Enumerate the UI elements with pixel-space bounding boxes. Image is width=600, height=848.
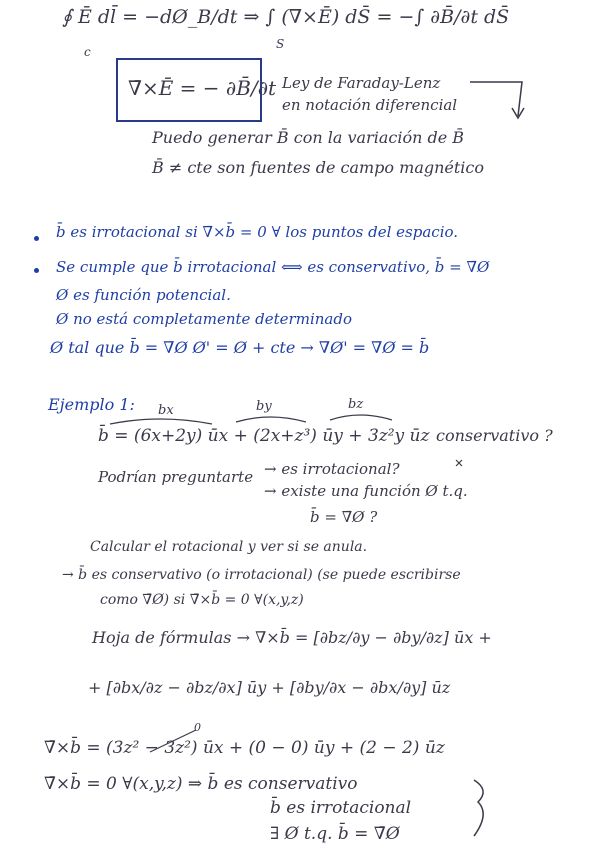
- cancel-zero-mark: 0: [194, 721, 201, 734]
- check-mark-icon: [456, 460, 462, 466]
- not-determined-note: Ø no está completamente determinado: [56, 310, 352, 328]
- bz-label: bz: [348, 397, 364, 412]
- compute-curl-note: Calcular el rotacional y ver si se anula.: [90, 539, 368, 555]
- curl-result-line: ∇̄×b̄ = (3z² − 3z²) ūx + (0 − 0) ūy + (2 − 2) ūz: [44, 738, 445, 758]
- curl-formula-line-1: Hoja de fórmulas → ∇̄×b̄ = [∂bz/∂y − ∂by/∂z] ūx +: [92, 628, 492, 647]
- cancel-arrow-icon: [150, 730, 196, 752]
- conclusion-brace-icon: [474, 780, 483, 836]
- law-notation: en notación diferencial: [282, 96, 458, 114]
- bx-brace-icon: [110, 419, 212, 424]
- example-title: Ejemplo 1:: [48, 395, 135, 414]
- faraday-integral-line: ∮ Ē dl̄ = −dØ_B/dt ⇒ ∫ (∇̄×Ē) dS̄ = −∫ ∂B̄/∂t dS̄: [62, 6, 510, 28]
- field-sources-note: B̄ ≠ cte son fuentes de campo magnético: [152, 158, 485, 177]
- curl-zero-condition: como ∇̄Ø) si ∇̄×b̄ = 0 ∀(x,y,z): [100, 592, 304, 608]
- generate-field-note: Puedo generar B̄ con la variación de B̄: [152, 128, 465, 147]
- boxed-equation: ∇̄×Ē = − ∂B̄/∂t: [128, 76, 277, 100]
- conservative-question: conservativo ?: [436, 426, 553, 445]
- question-potential-exists: → existe una función Ø t.q.: [264, 482, 468, 500]
- law-name: Ley de Faraday-Lenz: [282, 74, 441, 92]
- conclusion-potential: ∃ Ø t.q. b̄ = ∇̄Ø: [270, 824, 400, 844]
- surface-subscript: S: [276, 37, 285, 51]
- example-field-equation: b̄ = (6x+2y) ūx + (2x+z³) ūy + 3z²y ūz: [98, 426, 430, 446]
- question-gradient: b̄ = ∇̄Ø ?: [310, 508, 378, 526]
- bz-brace-icon: [330, 415, 392, 420]
- conclusion-conservative: ∇̄×b̄ = 0 ∀(x,y,z) ⇒ b̄ es conservativo: [44, 774, 358, 794]
- by-label: by: [256, 399, 272, 414]
- by-brace-icon: [236, 417, 306, 422]
- could-ask-note: Podrían preguntarte: [98, 468, 254, 486]
- irrotational-definition: b̄ es irrotacional si ∇̄×b̄ = 0 ∀ los puntos del espacio.: [56, 223, 459, 241]
- contour-subscript: c: [84, 45, 91, 59]
- bx-label: bx: [158, 403, 174, 418]
- curl-formula-line-2: + [∂bx/∂z − ∂bz/∂x] ūy + [∂by/∂x − ∂bx/∂y] ūz: [88, 678, 451, 697]
- conservative-condition: → b̄ es conservativo (o irrotacional) (se puede escribirse: [62, 567, 461, 583]
- potential-function-note: Ø es función potencial.: [56, 286, 231, 304]
- conservative-statement: Se cumple que b̄ irrotacional ⟺ es conservativo, b̄ = ∇̄Ø: [56, 258, 490, 276]
- gauge-relation: Ø tal que b̄ = ∇̄Ø Ø' = Ø + cte → ∇̄Ø' = ∇̄Ø = b̄: [50, 338, 430, 357]
- conclusion-irrotational: b̄ es irrotacional: [270, 798, 412, 818]
- question-irrotational: → es irrotacional?: [264, 460, 400, 478]
